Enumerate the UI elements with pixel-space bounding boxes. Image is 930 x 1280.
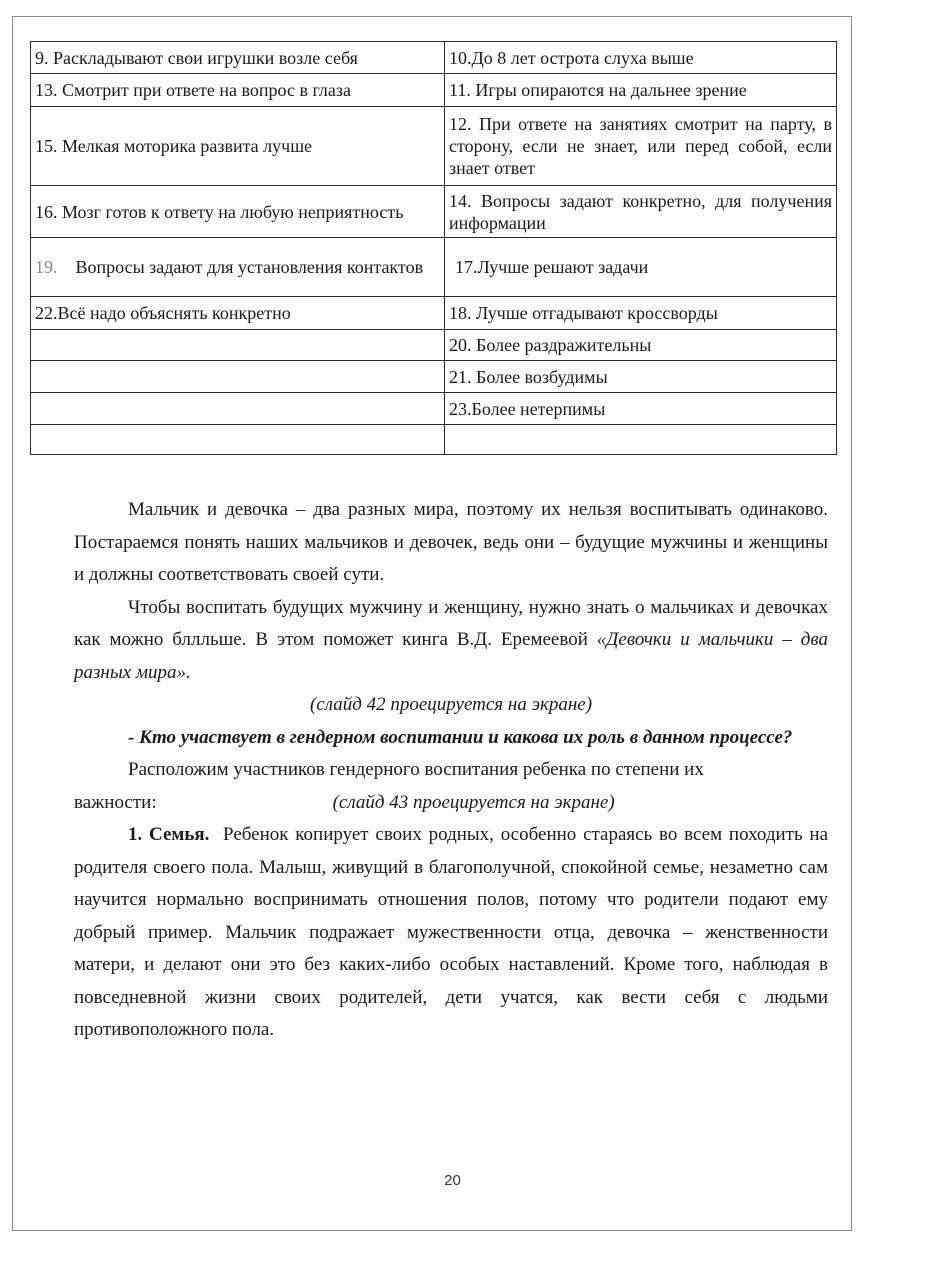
table-cell-right: 21. Более возбудимы — [445, 361, 837, 393]
table-cell-right — [445, 425, 837, 455]
table-cell-left: 9. Раскладывают свои игрушки возле себя — [31, 42, 445, 74]
item-number: 19. — [35, 257, 58, 277]
table-cell-right: 10.До 8 лет острота слуха выше — [445, 42, 837, 74]
table-row — [31, 74, 837, 107]
paragraph — [74, 819, 828, 1047]
paragraph-text: важности: — [74, 791, 157, 813]
comparison-table — [30, 41, 837, 455]
table-cell-left — [31, 330, 445, 361]
paragraph-text: Ребенок копирует своих родных, особенно стараясь во всем походить на родителя своего пола. Малыш, живущий в благополучной, спокойной семье, незаметно сам научится нормально воспринимать отношения полов, потому что родители подают ему добрый пример. Мальчик подражает мужественности отца, девочка – женственности матери, и делают они это без каких-либо особых наставлений. Кроме того, наблюдая в повседневной жизни своих родителей, дети учатся, как вести себя с людьми противоположного пола. — [74, 824, 829, 1040]
paragraph-text: Чтобы воспитать будущих мужчину и женщину, нужно знать о мальчиках и девочках как можно бллльше. В этом поможет кинга В.Д. Еремеевой — [74, 596, 828, 650]
table-cell-right: 14. Вопросы задают конкретно, для получения информации — [445, 186, 837, 238]
table-cell-left: 16. Мозг готов к ответу на любую неприятность — [31, 186, 445, 238]
table-row — [31, 238, 837, 297]
table-row — [31, 297, 837, 330]
table-cell-right — [445, 238, 837, 297]
table-row — [31, 361, 837, 393]
table-cell-left: 13. Смотрит при ответе на вопрос в глаза — [31, 74, 445, 107]
table-cell-right: 20. Более раздражительны — [445, 330, 837, 361]
paragraph — [74, 787, 828, 820]
table-cell-right-text: 17.Лучше решают задачи — [455, 257, 649, 277]
table-cell-right: 12. При ответе на занятиях смотрит на парту, в сторону, если не знает, или перед собой, если знает ответ — [445, 107, 837, 186]
table-cell-left — [31, 393, 445, 425]
table-row — [31, 393, 837, 425]
body-text — [74, 494, 828, 1047]
table-cell-right: 23.Более нетерпимы — [445, 393, 837, 425]
table-cell-right: 18. Лучше отгадывают кроссворды — [445, 297, 837, 330]
table-cell-right: 11. Игры опираются на дальнее зрение — [445, 74, 837, 107]
slide-note: (слайд 43 проецируется на экране) — [332, 791, 615, 813]
table-cell-left: 22.Всё надо объяснять конкретно — [31, 297, 445, 330]
table-row — [31, 107, 837, 186]
table-row — [31, 425, 837, 455]
table-cell-left-text: Вопросы задают для установления контактов — [75, 257, 424, 277]
table-cell-left: 15. Мелкая моторика развита лучше — [31, 107, 445, 186]
table-row — [31, 42, 837, 74]
paragraph: Расположим участников гендерного воспитания ребенка по степени их — [128, 759, 704, 780]
paragraph — [74, 592, 828, 690]
page-number: 20 — [444, 1172, 461, 1189]
book-title: «Девочки и мальчики – два разных мира». — [74, 629, 828, 683]
table-cell-left — [31, 361, 445, 393]
question-heading: - Кто участвует в гендерном воспитании и какова их роль в данном процессе? — [128, 726, 793, 748]
table-cell-left — [31, 238, 445, 297]
table-cell-left — [31, 425, 445, 455]
slide-note: (слайд 42 проецируется на экране) — [309, 694, 593, 715]
table-row — [31, 186, 837, 238]
paragraph: Мальчик и девочка – два разных мира, поэтому их нельзя воспитывать одинаково. Постараемся понять наших мальчиков и девочек, ведь они – будущие мужчины и женщины и должны соответствовать своей сути. — [74, 499, 828, 585]
table-row — [31, 330, 837, 361]
section-heading: 1. Семья. — [128, 824, 210, 845]
